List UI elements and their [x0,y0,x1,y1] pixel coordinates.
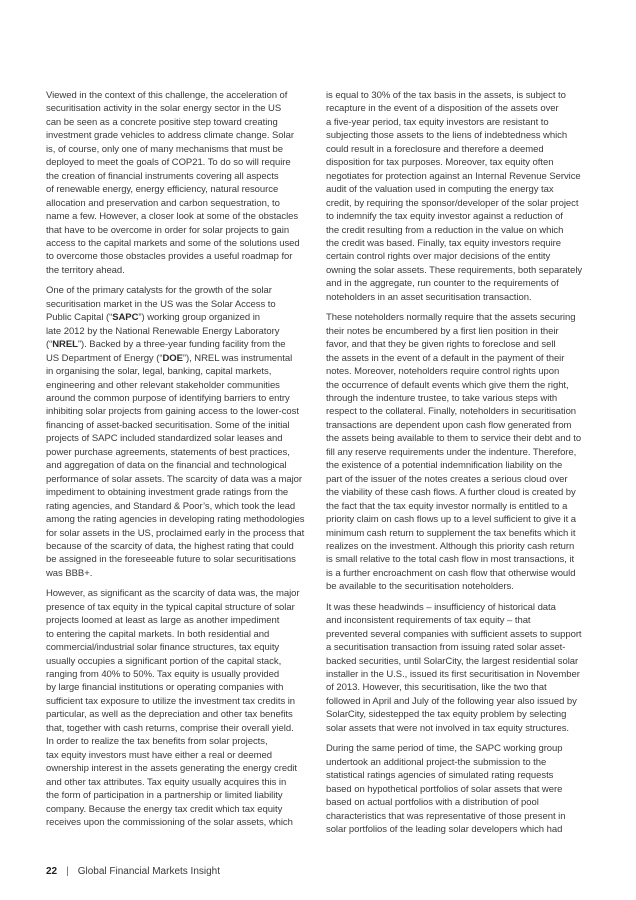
text-line: tax equity investors must have either a real or deemed [46,749,272,761]
text-line: followed in April and July of the following year also issued by [326,695,577,707]
text-line: owning the solar assets. These requirements, both separately [326,264,583,276]
text-line: part of the issuer of the notes creates a serious cloud over [326,473,568,485]
text-line: SolarCity, sidestepped the tax equity problem by selecting [326,709,567,721]
body-paragraph [326,311,589,594]
text-line: impediment to obtaining investment grade ratings from the [46,487,289,499]
text-line: Viewed in the context of this challenge, the acceleration of [46,90,288,101]
text-line: their notes be encumbered by a first lien position in their [326,325,559,337]
text-line: around the common purpose of identifying barriers to entry [46,392,290,404]
text-line: US Department of Energy (“DOE”), NREL was instrumental [46,352,293,364]
text-line: the assets in the event of a default in the payment of their [326,352,565,364]
text-line: projects loomed at least as large as another impediment [46,615,280,627]
text-line: recapture in the event of a disposition of the assets over [326,103,559,115]
text-line: usually occupies a significant portion of the capital stack, [46,655,282,667]
text-line: deployed to meet the goals of COP21. To do so will require [46,157,291,169]
text-line: installer in the U.S., issued its first securitisation in November [326,669,580,681]
text-line: minimum cash return to supplement the tax benefits which it [326,527,576,539]
text-line: financing of asset-backed securitisation. Some of the initial [46,419,290,431]
page-footer [46,866,220,877]
text-line: notes. Moreover, noteholders require control rights upon [326,366,560,378]
text-line: audit of the valuation used in computing the energy tax [326,184,554,196]
text-line: the form of participation in a partnership or limited liability [46,790,283,802]
publication-title: Global Financial Markets Insight [77,866,221,877]
text-line: is equal to 30% of the tax basis in the assets, is subject to [326,90,566,101]
text-line: sufficient tax exposure to utilize the investment tax credits in [46,695,296,707]
text-line: among the rating agencies in developing rating methodologies [46,514,305,526]
text-line: is, of course, only one of many mechanisms that must be [46,143,283,155]
text-line: the assets being available to them to service their debt and to [326,433,582,445]
body-paragraph [46,284,305,580]
left-text-column [46,89,305,836]
text-line: was BBB+. [46,567,93,579]
page-number: 22 [46,866,58,877]
body-paragraph [326,89,589,304]
text-line: credit, by requiring the sponsor/developer of the solar project [326,197,579,209]
text-line: that, together with cash returns, comprise their overall yield. [46,722,294,734]
text-line: certain control rights over major decisions of the entity [326,251,551,263]
text-line: a securitisation transaction from issuing rated solar asset- [326,642,566,654]
text-line: receives upon the commissioning of the solar assets, which [46,817,293,829]
text-line: of 2013. However, this securitisation, like the two that [326,682,547,694]
text-line: the occurrence of default events which give them the right, [326,379,569,391]
text-line: engineering and other relevant stakeholder communities [46,379,280,391]
text-line: respect to the collateral. Finally, noteholders in securitisation [326,406,577,418]
text-line: prevented several companies with sufficient assets to support [326,628,582,640]
text-line: backed securities, until SolarCity, the largest residential solar [326,655,579,667]
text-line: securitisation market in the US was the Solar Access to [46,298,276,310]
text-line: inhibiting solar projects from gaining access to the lower-cost [46,406,299,418]
text-line: rating agencies, and Standard & Poor’s, which took the lead [46,500,296,512]
text-line: and inconsistent requirements of tax equity – that [326,615,531,627]
text-line: based on hypothetical portfolios of solar assets that were [326,783,563,795]
text-line: disposition for tax purposes. Moreover, tax equity often [326,157,554,169]
text-line: commercial/industrial solar finance structures, tax equity [46,642,280,654]
text-line: be assigned in the foreseeable future to solar securitisations [46,554,296,566]
text-line: company. Because the energy tax credit which tax equity [46,803,283,815]
body-paragraph [46,587,305,829]
text-line: During the same period of time, the SAPC working group [326,743,563,755]
text-line: be available to the securitisation noteholders. [326,581,514,593]
text-line: priority claim on cash flows up to a level sufficient to give it a [326,514,576,526]
text-line: power purchase agreements, statements of best practices, [46,446,290,458]
text-line: is small relative to the total cash flow in most transactions, it [326,554,575,566]
text-line: In order to realize the tax benefits from solar projects, [46,736,268,748]
text-line: projects of SAPC included standardized solar leases and [46,433,283,445]
text-line: investment grade vehicles to address climate change. Solar [46,130,294,142]
text-line: the creation of financial instruments covering all aspects [46,170,279,182]
text-line: allocation and preservation and carbon sequestration, to [46,197,280,209]
text-line: of renewable energy, energy efficiency, natural resource [46,184,279,196]
text-line: ranging from 40% to 50%. Tax equity is usually provided [46,669,280,681]
footer-separator: | [66,866,69,877]
text-line: is a further encroachment on cash flow that otherwise would [326,567,576,579]
text-line: ownership interest in the assets generating the energy credit [46,763,297,775]
text-line: One of the primary catalysts for the growth of the solar [46,285,272,297]
text-line: negotiates for protection against an Internal Revenue Service [326,170,581,182]
text-line: to entering the capital markets. In both residential and [46,628,270,640]
text-line: noteholders in an asset securitisation transaction. [326,291,532,303]
text-line: access to the capital markets and some of the solutions used [46,237,300,249]
text-line: because of the scarcity of data, the highest rating that could [46,540,294,552]
text-line: in organising the solar, legal, banking, capital markets, [46,366,272,378]
body-paragraph [326,601,589,736]
text-line: statistical ratings agencies of simulated rating requests [326,770,554,782]
text-line: the credit was based. Finally, tax equity investors require [326,237,562,249]
text-line: and in the aggregate, run counter to the requirements of [326,278,559,290]
text-line: late 2012 by the National Renewable Energy Laboratory [46,325,280,337]
text-line: the viability of these cash flows. A further cloud is created by [326,487,576,499]
text-line: for solar assets in the US, proclaimed early in the process that [46,527,305,539]
text-line: presence of tax equity in the typical capital structure of solar [46,601,295,613]
text-line: Public Capital (“SAPC”) working group organized in [46,312,260,324]
text-line: by large financial institutions or operating companies with [46,682,284,694]
text-line: performance of solar assets. The scarcity of data was a major [46,473,303,485]
text-line: particular, as well as the depreciation and other tax benefits [46,709,293,721]
text-line: the credit resulting from a reduction in the value on which [326,224,564,236]
text-line: characteristics that was representative of those present in [326,810,566,822]
right-text-column [326,89,589,843]
text-line: and other tax attributes. Tax equity usually acquires this in [46,776,287,788]
text-line: the existence of a potential indemnification liability on the [326,460,563,472]
body-paragraph [46,89,305,277]
text-line: These noteholders normally require that the assets securing [326,312,576,324]
text-line: could result in a foreclosure and therefore a deemed [326,143,544,155]
text-line: realizes on the investment. Although this priority cash return [326,540,575,552]
text-line: to overcome those obstacles provides a useful roadmap for [46,251,293,263]
text-line: It was these headwinds – insufficiency of historical data [326,601,556,613]
text-line: the fact that the tax equity investor normally is entitled to a [326,500,568,512]
text-line: transactions are dependent upon cash flow generated from [326,419,572,431]
text-line: favor, and that they be given rights to foreclose and sell [326,339,556,351]
text-line: solar portfolios of the leading solar developers which had [326,824,563,836]
text-line: a five-year period, tax equity investors are resistant to [326,116,549,128]
text-line: (“NREL”). Backed by a three-year funding facility from the [46,339,286,351]
text-line: to indemnify the tax equity investor against a reduction of [326,211,563,223]
text-line: the territory ahead. [46,264,125,276]
text-line: undertook an additional project-the submission to the [326,756,547,768]
body-paragraph [326,742,589,836]
text-line: solar assets that were not involved in tax equity structures. [326,722,570,734]
text-line: subjecting those assets to the liens of indebtedness which [326,130,568,142]
text-line: can be seen as a concrete positive step toward creating [46,116,278,128]
text-line: name a few. However, a closer look at some of the obstacles [46,211,299,223]
text-line: securitisation activity in the solar energy sector in the US [46,103,282,115]
text-line: fill any reserve requirements under the indenture. Therefore, [326,446,577,458]
text-line: However, as significant as the scarcity of data was, the major [46,588,300,600]
text-line: and aggregation of data on the financial and technological [46,460,287,472]
text-line: based on actual portfolios with a distribution of pool [326,797,539,809]
text-line: through the indenture trustee, to take various steps with [326,392,558,404]
text-line: that have to be overcome in order for solar projects to gain [46,224,290,236]
